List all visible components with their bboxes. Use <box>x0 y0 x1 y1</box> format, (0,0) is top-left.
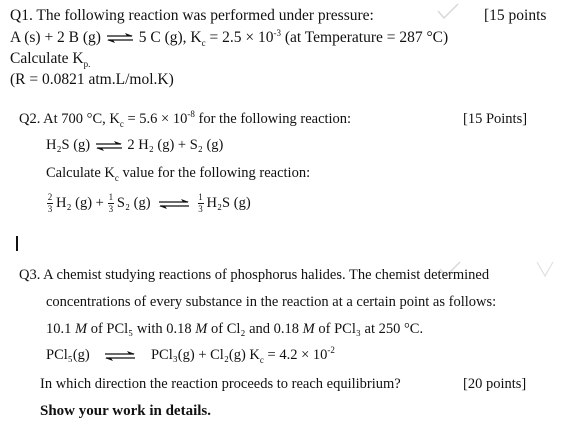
fraction-two-thirds <box>47 193 53 214</box>
q1-reaction-lhs: A (s) + 2 B (g) <box>10 29 101 46</box>
q1-kc-sub: c <box>201 38 206 49</box>
q3-line3-d: of PCl₃ at 250 °C. <box>314 321 424 337</box>
fraction-numerator: 2 <box>47 192 53 202</box>
q3-question: In which direction the reaction proceeds to reach equilibrium? <box>40 376 401 392</box>
molar-unit: M <box>195 321 208 337</box>
q3-reaction <box>46 345 335 365</box>
q1-reaction <box>10 27 449 49</box>
q1-kc-exp: -3 <box>273 27 281 38</box>
equilibrium-arrow-icon <box>94 141 124 151</box>
q2-intro-c: for the following reaction: <box>194 111 352 127</box>
q1-constant: (R = 0.0821 atm.L/mol.K) <box>10 71 174 88</box>
equilibrium-arrow-icon <box>157 199 191 209</box>
q2-intro <box>19 109 352 129</box>
q2-term-s2: S₂ (g) <box>116 195 151 212</box>
q2-reaction <box>46 138 223 153</box>
q3-kc-sub: c <box>259 354 264 365</box>
q1-condition: (at Temperature = 287 °C) <box>280 29 449 46</box>
q1-reaction-rhs: 5 C (g), K <box>138 29 202 46</box>
q3-line1: Q3. A chemist studying reactions of phosphorus halides. The chemist determined <box>19 267 490 283</box>
q2-intro-a: Q2. At 700 °C, K <box>19 111 120 127</box>
fraction-one-third <box>198 193 204 214</box>
fraction-numerator: 1 <box>108 192 114 202</box>
q3-kc-exp: -2 <box>327 345 335 356</box>
q3-reaction-lhs: PCl₅(g) <box>46 347 90 363</box>
q3-instruction: Show your work in details. <box>40 403 212 419</box>
fraction-denominator: 3 <box>47 204 53 214</box>
q2-term-h2: H₂ (g) + <box>56 195 104 212</box>
q2-ask-a: Calculate K <box>46 165 115 181</box>
equilibrium-arrow-icon <box>105 33 135 43</box>
q1-ask-sub: p. <box>83 59 91 70</box>
q3-line3 <box>46 322 423 337</box>
equilibrium-arrow-icon <box>103 351 137 361</box>
q2-intro-sub: c <box>119 118 124 129</box>
q3-kc-eq: = 4.2 × 10 <box>263 347 328 363</box>
q1-title: Q1. The following reaction was performed under pressure: <box>10 7 374 24</box>
q3-line3-b: of PCl₅ with 0.18 <box>87 321 196 337</box>
faint-stroke-icon <box>535 260 555 278</box>
fraction-denominator: 3 <box>198 204 203 214</box>
q3-points: [20 points] <box>463 376 527 392</box>
q1-kc-eq: = 2.5 × 10 <box>205 29 274 46</box>
q2-ask <box>46 166 310 181</box>
q1-ask-text: Calculate K <box>10 50 84 67</box>
q2-term-h2s: H₂S (g) <box>206 195 251 212</box>
q3-line3-c: of Cl₂ and 0.18 <box>207 321 303 337</box>
q2-points: [15 Points] <box>463 111 528 127</box>
molar-unit: M <box>75 321 88 337</box>
q3-line3-a: 10.1 <box>46 321 75 337</box>
text-cursor <box>16 236 18 251</box>
q1-ask <box>10 50 91 70</box>
q2-ask-sub: c <box>114 172 119 183</box>
q2-intro-b: = 5.6 × 10 <box>123 111 188 127</box>
q2-reaction-rhs: 2 H₂ (g) + S₂ (g) <box>127 137 224 153</box>
fraction-numerator: 1 <box>198 192 203 202</box>
q2-reaction-lhs: H₂S (g) <box>46 137 91 153</box>
q3-line2: concentrations of every substance in the reaction at a certain point as follows: <box>46 294 497 310</box>
faint-checkmark-icon <box>436 2 460 20</box>
q2-ask-b: value for the following reaction: <box>118 165 311 181</box>
fraction-one-third <box>108 193 114 214</box>
q2-target-reaction <box>46 193 251 214</box>
molar-unit: M <box>302 321 315 337</box>
q3-reaction-rhs: PCl₃(g) + Cl₂(g) K <box>150 347 260 363</box>
q2-intro-exp: -8 <box>187 109 195 120</box>
q1-points: [15 points <box>484 7 547 24</box>
fraction-denominator: 3 <box>108 204 114 214</box>
